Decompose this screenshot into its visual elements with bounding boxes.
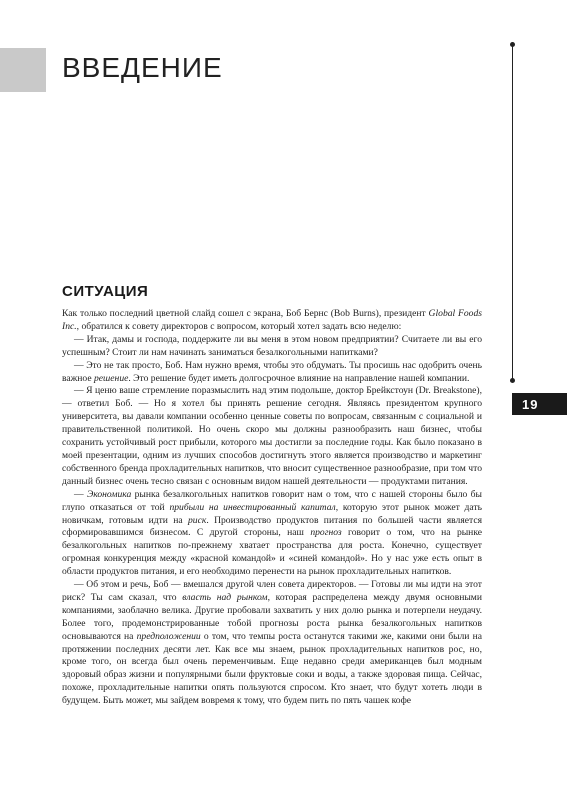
- vertical-rule: [512, 44, 513, 380]
- text-run: , которую этот рынок может дать новичкам, готовым идти на: [62, 501, 483, 526]
- paragraph: [62, 334, 482, 360]
- paragraph: [62, 385, 482, 488]
- paragraph: [62, 360, 482, 386]
- text-run: рынка безалкогольных напитков говорит нам о том, что с нашей стороны было бы глупо отказаться от той: [62, 488, 482, 513]
- emphasized-term: Global Foods Inc.: [62, 308, 482, 332]
- paragraph: [62, 579, 482, 708]
- text-run: — Это не так просто, Боб. Нам нужно время, чтобы это обдумать. Ты просишь нас одобрить очень важное: [62, 359, 482, 384]
- chapter-title: ВВЕДЕНИЕ: [62, 52, 223, 83]
- emphasized-term: Экономика: [86, 488, 132, 500]
- emphasized-term: предположении: [136, 630, 201, 642]
- text-run: говорит о том, что на рынке безалкогольных напитков по-прежнему хватает пространства для роста. Конечно, существует огромная конкуренция между «красной командой» и «синей командой». Но у нас уже есть опыт в области продуктов питания, и его необходимо перенести на рынок прохладительных напитков.: [62, 527, 483, 578]
- rule-end-dot-bottom: [510, 378, 515, 383]
- page-number: 19: [512, 393, 567, 415]
- emphasized-term: прогноз: [310, 527, 342, 539]
- text-run: — Я ценю ваше стремление поразмыслить над этим подольше, доктор Брейкстоун (Dr. Breakstone), — ответил Боб. — Но я хотел бы принять решение сегодня. Являясь президентом крупного университета, вы давали компании особенно ценные советы по вопросам, связанным с социальной и правительственной политикой. Но очень скоро мы должны разнообразить наш бизнес, чтобы сохранить устойчивый рост прибыли, которого мы достигли за последние годы. Как было показано в моей презентации, одним из лучших способов достигнуть этого является производство и маркетинг собственного бренда прохладительных напитков, что вносит существенное разнообразие, при том что данный бизнес очень тесно связан с основным видом нашей деятельности — продуктами питания.: [62, 385, 482, 487]
- paragraph: [62, 489, 482, 579]
- emphasized-term: власть над рынком: [182, 591, 268, 603]
- text-run: — Об этом и речь, Боб — вмешался другой член совета директоров. — Готовы ли мы идти на этот риск? Ты сам сказал, что: [62, 579, 482, 603]
- text-run: Как только последний цветной слайд сошел с экрана, Боб Бернс (Bob Burns), президент: [62, 308, 429, 319]
- section-title: СИТУАЦИЯ: [62, 283, 149, 300]
- emphasized-term: решение: [94, 372, 129, 384]
- text-run: —: [74, 488, 87, 500]
- text-run: . Это решение будет иметь долгосрочное влияние на направление нашей компании.: [128, 372, 470, 384]
- chapter-marker-block: [0, 48, 46, 92]
- text-run: о том, что темпы роста останутся такими же, какими они были на протяжении последних десяти лет. Как все мы знаем, рынок прохладительных напитков рос, но, кроме того, он всегда был очень переменчивым. Еще недавно среди американцев был модным здоровый образ жизни и популярными были фруктовые соки и воды, а также здоровая пища. Сейчас, похоже, прохладительные напитки опять пользуются спросом. Кто знает, что будут хотеть люди в будущем. Быть может, мы зайдем вовремя к тому, что будем пить по пять чашек кофе: [62, 630, 482, 707]
- body-text: [62, 308, 482, 708]
- text-run: , обратился к совету директоров с вопросом, который хотел задать всю неделю:: [76, 320, 402, 332]
- text-run: . Производство продуктов питания по большей части является сформировавшимся бизнесом. С другой стороны, наш: [62, 514, 482, 539]
- emphasized-term: прибыли на инвестированный капитал: [169, 501, 336, 513]
- text-run: , которая распределена между двумя основными компаниями, заоблачно велика. Другие пробовали захватить у них долю рынка и потерпели неудачу. Более того, продемонстрированные тобой прогнозы роста рынка безалкогольных напитков основываются на: [62, 591, 483, 642]
- text-run: — Итак, дамы и господа, поддержите ли вы меня в этом новом предприятии? Считаете ли вы его успешным? Стоит ли нам начинать заниматься безалкогольными напитками?: [62, 333, 482, 358]
- emphasized-term: риск: [188, 514, 207, 526]
- paragraph: [62, 308, 482, 334]
